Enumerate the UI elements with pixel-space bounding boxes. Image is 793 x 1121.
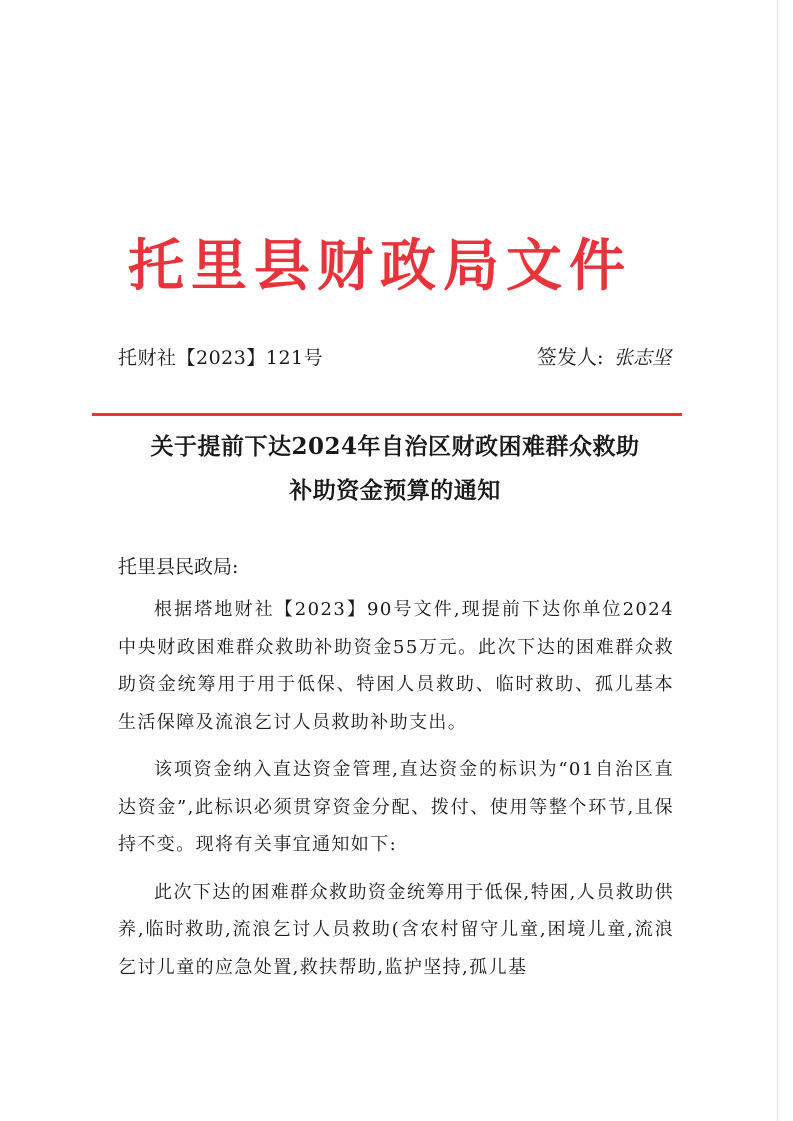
body-paragraph-1: 根据塔地财社【2023】90号文件,现提前下达你单位2024中央财政困难群众救助补助资金55万元。此次下达的困难群众救助资金统筹用于用于低保、特困人员救助、临时救助、孤儿基本生活保障及流浪乞讨人员救助补助支出。 [118,599,674,733]
issuer-block [537,341,671,370]
scan-edge-line [777,0,778,1121]
notice-title [100,425,690,513]
header-divider [92,413,682,416]
document-body [118,591,674,996]
notice-title-line-2: 补助资金预算的通知 [289,477,501,504]
addressee: 托里县民政局: [118,556,239,578]
document-header-title: 托里县财政局文件 [128,233,632,299]
body-paragraph-2: 该项资金纳入直达资金管理,直达资金的标识为“01自治区直达资金”,此标识必须贯穿资金分配、拨付、使用等整个环节,且保持不变。现将有关事宜通知如下: [118,759,674,855]
body-paragraph-3: 此次下达的困难群众救助资金统筹用于低保,特困,人员救助供养,临时救助,流浪乞讨人员救助(含农村留守儿童,困境儿童,流浪乞讨儿童的应急处置,救扶帮助,监护坚持,孤儿基 [118,881,674,978]
document-number: 托财社【2023】121号 [118,347,324,369]
issuer-label: 签发人: [536,345,604,369]
notice-title-line-1: 关于提前下达2024年自治区财政困难群众救助 [150,433,640,460]
issuer-signature: 张志坚 [613,347,671,369]
